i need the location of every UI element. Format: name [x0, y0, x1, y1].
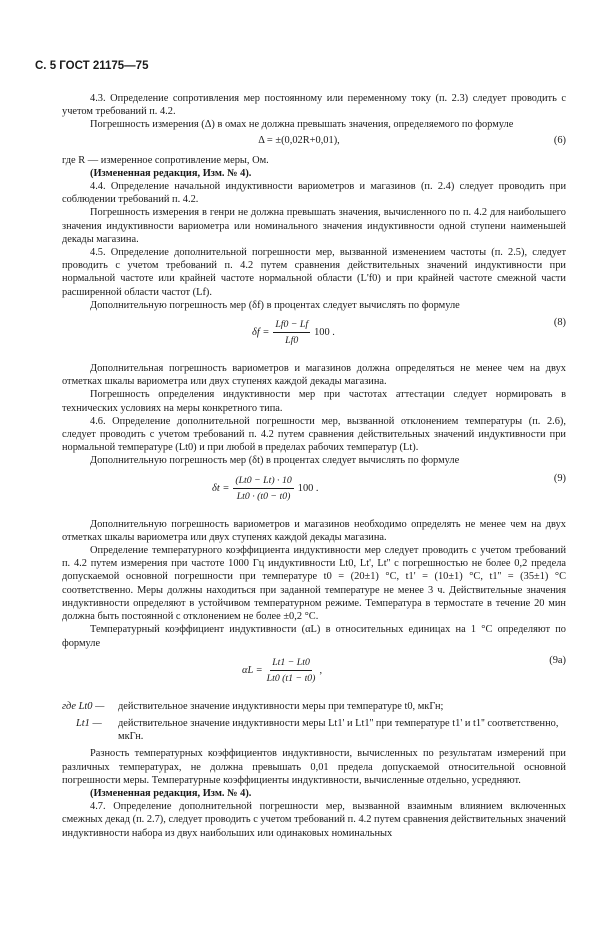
- formula-9a: [62, 654, 566, 694]
- formula-9-denominator: Lt0 · (t0 − t0): [236, 490, 291, 502]
- paragraph-variometers-f: Дополнительная погрешность вариометров и магазинов должна определяться не менее чем на двух отметках шкалы вариометра или двух ступенях каждой декады магазина.: [62, 363, 566, 388]
- formula-9: [62, 472, 566, 512]
- paragraph-temp-coef-method: Определение температурного коэффициента индуктивности мер следует проводить с учетом требований п. 4.2 путем измерения при частоте 1000 Гц индуктивности Lt0, Lt', Lt'' с погрешностью не более 0,2 предела допускаемой основной погрешности при температуре t0 = (20±1) °C, t1' = (10±1) °C, t1'' = (35±1) °C соответственно. Меры должны находиться при заданной температуре не менее 3 ч. Действительные значения индуктивности определяют в устойчивом температурном режиме. Температура в термостате в течение 20 мин должна быть постоянной с отклонением не более ±0,2 °C.: [62, 545, 566, 623]
- paragraph-delta-f: Дополнительную погрешность мер (δf) в процентах следует вычислять по формуле: [90, 299, 460, 311]
- where-item: [62, 700, 566, 713]
- amendment-note-2: (Измененная редакция, Изм. № 4).: [90, 787, 252, 799]
- formula-8-denominator: Lf0: [285, 335, 299, 347]
- paragraph-delta-t: Дополнительную погрешность мер (δt) в процентах следует вычислять по формуле: [90, 455, 460, 467]
- paragraph-where-r: где R — измеренное сопротивление меры, Ом.: [62, 154, 269, 166]
- paragraph-temp-coef-diff: Разность температурных коэффициентов индуктивности, вычисленных по результатам измерений при различных температурах, не должна превышать 0,01 предела допускаемой относительной основной погрешности меры. Температурные коэффициенты индуктивности, вычисленные отдельно, усредняют.: [62, 748, 566, 786]
- page-header: С. 5 ГОСТ 21175—75: [35, 60, 149, 72]
- paragraph-error-delta: Погрешность измерения (Δ) в омах не должна превышать значения, определяемого по формуле: [90, 119, 514, 131]
- formula-8-lhs: δf =: [252, 327, 270, 339]
- formula-6-number: (6): [553, 134, 566, 146]
- paragraph-4-6: 4.6. Определение дополнительной погрешности мер, вызванной отклонением температуры (п. 2.6), следует проводить с учетом требований п. 4.2 путем сравнения действительных значений индуктивности при нормальной температуре (Lt0) и при любой в пределах рабочих температур (Lt).: [62, 415, 566, 454]
- where-item: [62, 717, 566, 743]
- formula-9a-numerator: Lt1 − Lt0: [270, 656, 312, 671]
- where-list: [62, 700, 566, 744]
- formula-9a-lhs: αL =: [242, 664, 263, 676]
- formula-8-rhs: 100 .: [314, 327, 335, 339]
- where-symbol: где Lt0 —: [62, 700, 105, 712]
- document-body: [62, 92, 566, 840]
- formula-8-number: (8): [553, 317, 566, 329]
- formula-9-lhs: δt =: [212, 482, 230, 494]
- formula-9a-rhs: ,: [319, 664, 323, 676]
- paragraph-4-3: 4.3. Определение сопротивления мер постоянному или переменному току (п. 2.3) следует проводить с учетом требований п. 4.2.: [62, 93, 566, 118]
- paragraph-alpha-l: Температурный коэффициент индуктивности (αL) в относительных единицах на 1 °С определяют по формуле: [62, 624, 566, 649]
- formula-6: [62, 134, 566, 150]
- amendment-note-1: (Измененная редакция, Изм. № 4).: [90, 167, 252, 179]
- where-text: действительное значение индуктивности меры при температуре t0, мкГн;: [118, 700, 444, 712]
- where-symbol: Lt1 —: [76, 717, 102, 729]
- formula-9a-denominator: Lt0 (t1 − t0): [266, 672, 316, 684]
- formula-9-number: (9): [553, 472, 566, 484]
- paragraph-error-henry: Погрешность измерения в генри не должна превышать значения, вычисленного по п. 4.2 для наибольшего значения индуктивности вариометра или номинального значения индуктивности одной ступени наименьшей декады магазина.: [62, 207, 566, 245]
- where-text: действительное значение индуктивности меры Lt1' и Lt1'' при температуре t1' и t1'' соответственно, мкГн.: [118, 717, 559, 743]
- paragraph-variometers-t: Дополнительную погрешность вариометров и магазинов необходимо определять не менее чем на двух отметках шкалы вариометра или двух ступенях каждой декады магазина.: [62, 518, 566, 543]
- paragraph-4-5: 4.5. Определение дополнительной погрешности мер, вызванной изменением частоты (п. 2.5), следует проводить с учетом требований п. 4.2 путем сравнения действительных значений индуктивности при нормальной частоте или крайней частоте нормальной области (L'f0) и при крайней частоте смежной части расширенной области частот (Lf).: [62, 247, 566, 298]
- formula-9-numerator: (Lt0 − Lt) · 10: [233, 474, 293, 489]
- formula-8-fraction: [273, 318, 310, 347]
- paragraph-4-4: 4.4. Определение начальной индуктивности вариометров и магазинов (п. 2.4) следует проводить при соблюдении требований п. 4.2.: [62, 181, 566, 206]
- formula-9-fraction: [233, 474, 293, 503]
- formula-9-rhs: 100 .: [297, 482, 319, 494]
- formula-9a-number: (9a): [549, 654, 566, 666]
- paragraph-4-7: 4.7. Определение дополнительной погрешности мер, вызванной взаимным влиянием включенных смежных декад (п. 2.7), следует проводить с учетом требований п. 4.2 путем сравнения действительных значений индуктивности набора из двух наибольших или одинаковых номинальных: [62, 801, 566, 839]
- formula-8: [62, 316, 566, 356]
- formula-6-body: Δ = ±(0,02R+0,01),: [258, 134, 340, 146]
- formula-9a-fraction: [267, 656, 316, 685]
- paragraph-attestation: Погрешность определения индуктивности мер при частотах аттестации следует нормировать в технических условиях на меры конкретного типа.: [62, 389, 566, 414]
- formula-8-numerator: Lf0 − Lf: [273, 318, 310, 333]
